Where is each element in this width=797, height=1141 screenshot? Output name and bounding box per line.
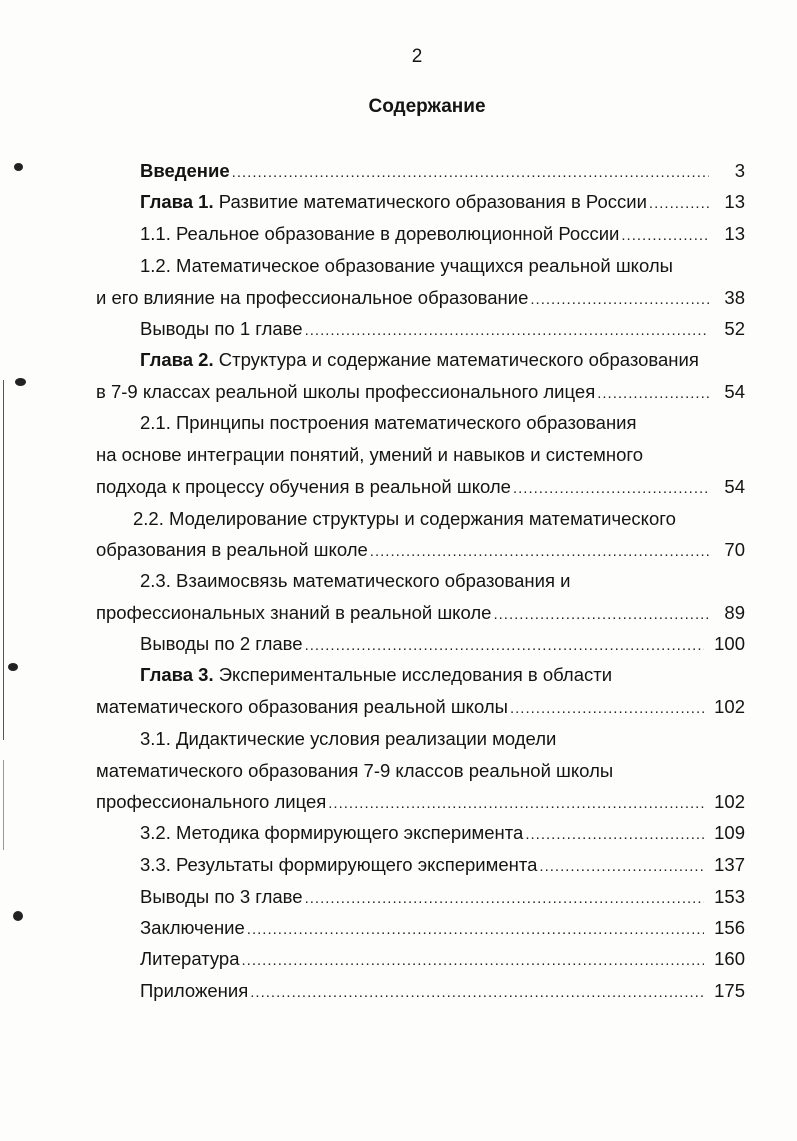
- toc-ch3-page: 102: [714, 696, 745, 717]
- leader-dots: [597, 381, 709, 407]
- toc-entry-2-1: [96, 474, 745, 500]
- page-number: 2: [411, 46, 423, 67]
- leader-dots: [328, 791, 704, 817]
- leader-dots: [510, 696, 704, 722]
- toc-ch2-page: 54: [724, 381, 745, 402]
- toc-entry-3-1-line2: [96, 758, 613, 784]
- leader-dots: [247, 917, 704, 943]
- toc-ch3-line1: Экспериментальные исследования в области: [213, 664, 613, 685]
- toc-entry-conclusions-2: [140, 631, 745, 657]
- leader-dots: [232, 160, 709, 186]
- toc-entry-3-1: [96, 789, 745, 815]
- toc-entry-literature: [140, 946, 745, 972]
- toc-3-1-line3: профессионального лицея: [96, 791, 327, 812]
- toc-entry-conclusions-3: [140, 884, 745, 910]
- scan-mark: [8, 663, 18, 671]
- toc-entry-3-1-line1: [140, 726, 556, 752]
- toc-1-2-page: 38: [724, 287, 745, 308]
- toc-ch2-prefix: Глава 2.: [140, 349, 214, 370]
- toc-entry-appendix: [140, 978, 745, 1004]
- toc-appendix-label: Приложения: [140, 980, 249, 1001]
- toc-intro-page: 3: [734, 160, 745, 181]
- leader-dots: [649, 191, 709, 217]
- toc-entry-2-2-line1: [133, 506, 676, 532]
- toc-1-2-line2: и его влияние на профессиональное образование: [96, 287, 529, 308]
- toc-3-1-line2: математического образования 7-9 классов реальной школы: [96, 760, 614, 781]
- toc-2-1-line1: 2.1. Принципы построения математического образования: [140, 412, 637, 433]
- toc-3-1-page: 102: [714, 791, 745, 812]
- toc-1-1-page: 13: [724, 223, 745, 244]
- toc-3-1-line1: 3.1. Дидактические условия реализации модели: [140, 728, 557, 749]
- toc-entry-chapter-3-line1: [140, 662, 612, 688]
- toc-ch2-line1: Структура и содержание математического образования: [213, 349, 699, 370]
- toc-3-3-page: 137: [714, 854, 745, 875]
- leader-dots: [305, 318, 709, 344]
- leader-dots: [242, 948, 705, 974]
- scan-edge-line: [3, 380, 4, 740]
- toc-intro-label: Введение: [140, 160, 230, 181]
- toc-entry-2-3: [96, 600, 745, 626]
- toc-concl1-label: Выводы по 1 главе: [140, 318, 303, 339]
- leader-dots: [513, 476, 709, 502]
- toc-ch3-prefix: Глава 3.: [140, 664, 214, 685]
- toc-2-1-page: 54: [724, 476, 745, 497]
- toc-2-3-line2: профессиональных знаний в реальной школе: [96, 602, 492, 623]
- leader-dots: [525, 822, 704, 848]
- page-title: Содержание: [368, 96, 486, 117]
- toc-1-2-line1: 1.2. Математическое образование учащихся реальной школы: [140, 255, 673, 276]
- toc-ch3-line2: математического образования реальной школы: [96, 696, 508, 717]
- toc-2-2-page: 70: [724, 539, 745, 560]
- toc-entry-chapter-2-line1: [140, 347, 699, 373]
- leader-dots: [370, 539, 709, 565]
- toc-concl1-page: 52: [724, 318, 745, 339]
- toc-ch2-line2: в 7-9 классах реальной школы профессионального лицея: [96, 381, 596, 402]
- toc-entry-chapter-1: [140, 189, 745, 215]
- toc-entry-intro: [140, 158, 745, 184]
- toc-2-3-line1: 2.3. Взаимосвязь математического образования и: [140, 570, 571, 591]
- toc-entry-1-2-line1: [140, 253, 673, 279]
- toc-concl2-page: 100: [714, 633, 745, 654]
- leader-dots: [250, 980, 704, 1006]
- leader-dots: [621, 223, 709, 249]
- toc-entry-3-2: [140, 820, 745, 846]
- toc-2-1-line2: на основе интеграции понятий, умений и навыков и системного: [96, 444, 643, 465]
- toc-entry-2-2: [96, 537, 745, 563]
- toc-2-1-line3: подхода к процессу обучения в реальной школе: [96, 476, 511, 497]
- toc-entry-1-1: [140, 221, 745, 247]
- leader-dots: [539, 854, 704, 880]
- toc-appendix-page: 175: [714, 980, 745, 1001]
- toc-ch1-label: Развитие математического образования в России: [213, 191, 647, 212]
- toc-entry-2-1-line1: [140, 410, 637, 436]
- toc-1-1-label: 1.1. Реальное образование в дореволюционной России: [140, 223, 620, 244]
- toc-conclusion-page: 156: [714, 917, 745, 938]
- toc-ch1-page: 13: [724, 191, 745, 212]
- toc-concl2-label: Выводы по 2 главе: [140, 633, 303, 654]
- toc-entry-conclusions-1: [140, 316, 745, 342]
- toc-2-3-page: 89: [724, 602, 745, 623]
- toc-concl3-label: Выводы по 3 главе: [140, 886, 303, 907]
- leader-dots: [493, 602, 709, 628]
- toc-literature-page: 160: [714, 948, 745, 969]
- scan-mark: [15, 378, 26, 386]
- leader-dots: [530, 287, 709, 313]
- toc-entry-3-3: [140, 852, 745, 878]
- toc-entry-2-3-line1: [140, 568, 570, 594]
- toc-3-2-label: 3.2. Методика формирующего эксперимента: [140, 822, 524, 843]
- toc-concl3-page: 153: [714, 886, 745, 907]
- toc-ch1-prefix: Глава 1.: [140, 191, 214, 212]
- toc-conclusion-label: Заключение: [140, 917, 245, 938]
- scan-mark: [13, 911, 23, 921]
- scan-edge-line: [3, 760, 4, 850]
- toc-entry-conclusion: [140, 915, 745, 941]
- toc-entry-chapter-3: [96, 694, 745, 720]
- toc-3-2-page: 109: [714, 822, 745, 843]
- scan-mark: [14, 163, 23, 171]
- toc-literature-label: Литература: [140, 948, 240, 969]
- toc-entry-chapter-2: [96, 379, 745, 405]
- toc-2-2-line2: образования в реальной школе: [96, 539, 368, 560]
- toc-3-3-label: 3.3. Результаты формирующего эксперимента: [140, 854, 538, 875]
- leader-dots: [305, 633, 705, 659]
- toc-entry-1-2: [96, 285, 745, 311]
- toc-entry-2-1-line2: [96, 442, 643, 468]
- toc-2-2-line1: 2.2. Моделирование структуры и содержания математического: [133, 508, 676, 529]
- leader-dots: [305, 886, 705, 912]
